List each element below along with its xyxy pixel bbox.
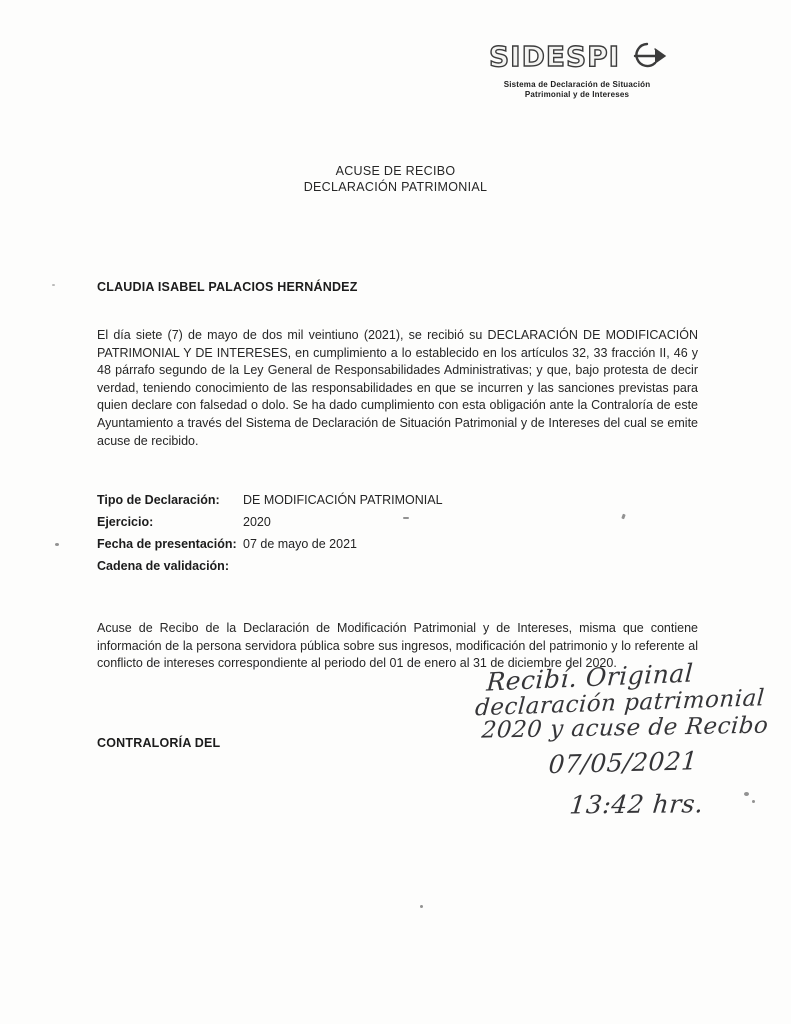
scan-speck (744, 792, 749, 796)
declaration-fields (97, 492, 443, 580)
field-label-ejercicio: Ejercicio: (97, 515, 154, 529)
scan-speck (52, 284, 55, 286)
document-title (0, 163, 791, 195)
signature-block: CONTRALORÍA DEL (97, 736, 221, 750)
scan-speck (420, 905, 423, 908)
scan-speck (403, 517, 409, 519)
sidespi-wordmark: SIDESPI (489, 40, 621, 73)
document-title-line2: DECLARACIÓN PATRIMONIAL (303, 180, 488, 194)
recipient-name: CLAUDIA ISABEL PALACIOS HERNÁNDEZ (97, 280, 358, 294)
field-row-ejercicio (97, 514, 443, 531)
field-row-cadena (97, 558, 443, 575)
swirl-arrow-icon (635, 44, 665, 66)
field-row-tipo (97, 492, 443, 509)
scan-speck (55, 543, 59, 546)
field-value-tipo: DE MODIFICACIÓN PATRIMONIAL (243, 493, 443, 507)
sidespi-tagline-line1: Sistema de Declaración de Situación (503, 80, 651, 89)
scan-speck (621, 514, 626, 520)
sidespi-logo (487, 36, 667, 100)
scan-speck (752, 800, 755, 803)
field-label-tipo: Tipo de Declaración: (97, 493, 220, 507)
body-paragraph: El día siete (7) de mayo de dos mil veintiuno (2021), se recibió su DECLARACIÓN DE MODIFICACIÓN PATRIMONIAL Y DE INTERESES, en cumplimiento a lo establecido en los artículos 32, 33 fracción II, 46 y 48 párrafo segundo de la Ley General de Responsabilidades Administrativas; y que, bajo protesta de decir verdad, teniendo conocimiento de las responsabilidades en que se incurren y las sanciones previstas para quien declare con falsedad o dolo. Se ha dado cumplimiento con esta obligación ante la Contraloría de este Ayuntamiento a través del Sistema de Declaración de Situación Patrimonial y de Intereses del cual se emite acuse de recibido. (97, 328, 698, 448)
field-label-fecha: Fecha de presentación: (97, 537, 237, 551)
handwritten-line-5: 13:42 hrs. (568, 789, 705, 820)
document-title-line1: ACUSE DE RECIBO (335, 164, 456, 178)
field-value-ejercicio: 2020 (243, 515, 271, 529)
handwritten-line-4: 07/05/2021 (547, 746, 699, 780)
sidespi-tagline-line2: Patrimonial y de Intereses (524, 90, 630, 99)
sidespi-logo-graphic (487, 36, 667, 80)
handwritten-line-1: Recibí. Original (485, 658, 695, 697)
field-value-fecha: 07 de mayo de 2021 (243, 537, 357, 551)
handwritten-line-2: declaración patrimonial (474, 685, 766, 722)
field-row-fecha (97, 536, 443, 553)
field-label-cadena: Cadena de validación: (97, 559, 229, 573)
closing-paragraph: Acuse de Recibo de la Declaración de Modificación Patrimonial y de Intereses, misma que contiene información de la persona servidora pública sobre sus ingresos, modificación del patrimonio y lo referente al conflicto de intereses correspondiente al periodo del 01 de enero al 31 de diciembre del 2020. (97, 621, 698, 671)
handwritten-line-3: 2020 y acuse de Recibo (480, 712, 770, 744)
